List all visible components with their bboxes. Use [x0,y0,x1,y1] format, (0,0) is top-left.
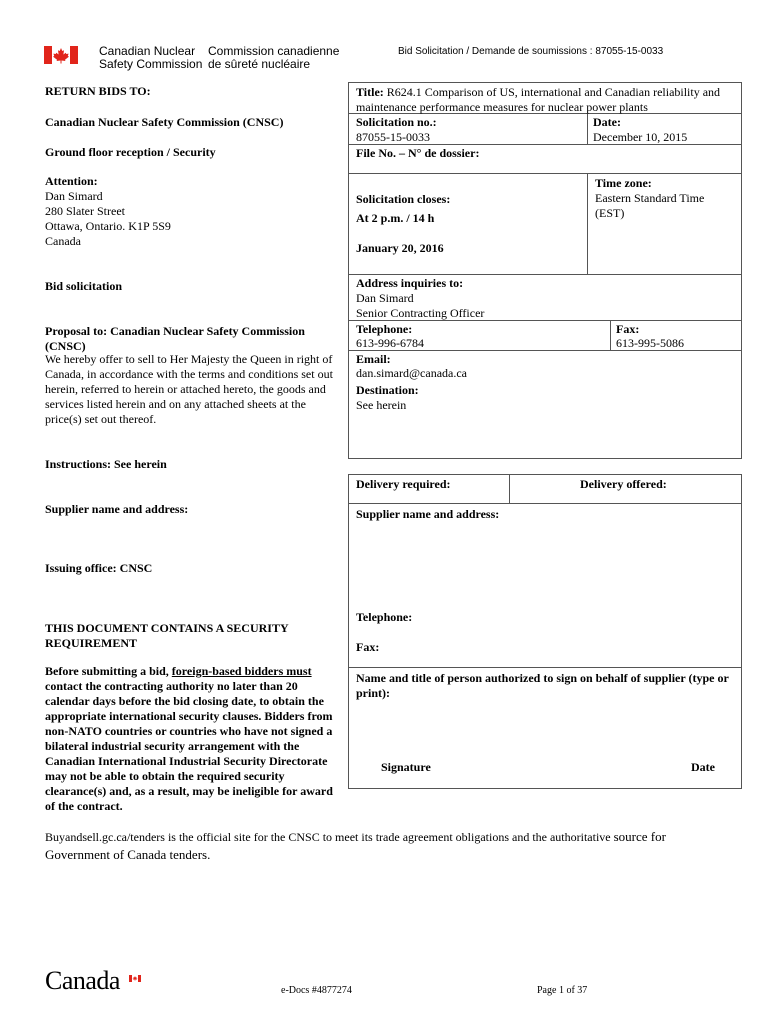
wordmark-flag-icon [129,969,141,976]
solicitation-date-divider [587,113,588,144]
destination-label: Destination: [356,383,419,397]
title-value: R624.1 Comparison of US, international and Canadian reliability and maintenance performance measures for nuclear power plants [356,85,721,114]
agency-name-en: Canadian Nuclear Safety Commission [99,44,203,71]
closes-time: At 2 p.m. / 14 h [356,211,435,225]
footer-notice-main: Buyandsell.gc.ca/tenders is the official site for the CNSC to meet its trade agreement obligations and the authoritative [45,830,611,844]
delivery-required: Delivery required: [356,477,451,491]
solicitation-no-label: Solicitation no.: [356,115,437,129]
supplier-box [348,503,742,668]
closes-date: January 20, 2016 [356,241,444,255]
security-paragraph [45,664,340,814]
agency-name-fr: Commission canadienne de sûreté nucléaire [208,44,340,71]
timezone-label: Time zone: [595,176,652,190]
timezone-value: Eastern Standard Time (EST) [595,191,705,220]
document-reference: Bid Solicitation / Demande de soumissions : 87055-15-0033 [398,46,664,57]
security-heading: THIS DOCUMENT CONTAINS A SECURITY REQUIREMENT [45,621,289,650]
security-text-underlined: foreign-based bidders must [171,664,312,678]
page-number: Page 1 of 37 [537,985,588,996]
authorized-label: Name and title of person authorized to sign on behalf of supplier (type or print): [356,671,729,700]
solicitation-no-value: 87055-15-0033 [356,130,430,144]
footer-notice-source: source for [613,829,666,844]
fax-value: 613-995-5086 [616,336,684,350]
signature-date-label: Date [691,760,715,774]
inquiries-name: Dan Simard [356,291,414,305]
fax-label: Fax: [616,322,640,336]
telephone-fax-divider [610,320,611,350]
date-value: December 10, 2015 [593,130,688,144]
inquiries-role: Senior Contracting Officer [356,306,485,320]
reception-note: Ground floor reception / Security [45,145,216,159]
file-no-label: File No. – N° de dossier: [356,146,480,160]
footer-notice [45,828,735,864]
telephone-value: 613-996-6784 [356,336,424,350]
delivery-offered: Delivery offered: [580,477,667,491]
telephone-label: Telephone: [356,322,413,336]
title-label: Title: [356,85,384,99]
destination-value: See herein [356,398,407,412]
issuing-office: Issuing office: CNSC [45,561,153,575]
organization-name: Canadian Nuclear Safety Commission (CNSC) [45,115,284,129]
attention-label: Attention: [45,174,98,188]
return-bids-heading: RETURN BIDS TO: [45,84,151,98]
date-label: Date: [593,115,621,129]
canada-flag-icon [44,46,78,64]
title-field [356,85,740,115]
canada-wordmark-text: Canada [45,966,120,995]
footer-notice-line2: Government of Canada tenders. [45,847,211,862]
edocs-number: e-Docs #4877274 [281,985,352,996]
delivery-divider [509,474,510,504]
canada-wordmark [45,966,143,996]
proposal-body: We hereby offer to sell to Her Majesty the Queen in right of Canada, in accordance with the terms and conditions set out herein, referred to herein or attached hereto, the goods and services listed herein and on any attached sheets at the price(s) set out thereof. [45,352,333,426]
bid-solicitation-label: Bid solicitation [45,279,123,293]
instructions-label: Instructions: See herein [45,457,167,471]
supplier-fax-label: Fax: [356,640,380,654]
inquiries-label: Address inquiries to: [356,276,464,290]
timezone-divider [587,173,588,275]
proposal-title: Proposal to: Canadian Nuclear Safety Commission (CNSC) [45,324,305,353]
supplier-label-right: Supplier name and address: [356,507,500,521]
closes-label: Solicitation closes: [356,192,451,206]
email-label: Email: [356,352,391,366]
email-value[interactable]: dan.simard@canada.ca [356,366,467,380]
supplier-telephone-label: Telephone: [356,610,413,624]
signature-label: Signature [381,760,431,774]
security-text-after: contact the contracting authority no later than 20 calendar days before the bid closing date, to obtain the appropriate international security clauses. Bidders from non-NATO countries or countries who have not signed a bilateral industrial security arrangement with the Canadian International Industrial Security Directorate may not be able to obtain the required security clearance(s) and, as a result, may be ineligible for award of the contract. [45,679,333,813]
attention-address: Dan Simard 280 Slater Street Ottawa, Ontario. K1P 5S9 Canada [45,189,171,248]
supplier-label-left: Supplier name and address: [45,502,189,516]
security-text-before: Before submitting a bid, [45,664,172,678]
